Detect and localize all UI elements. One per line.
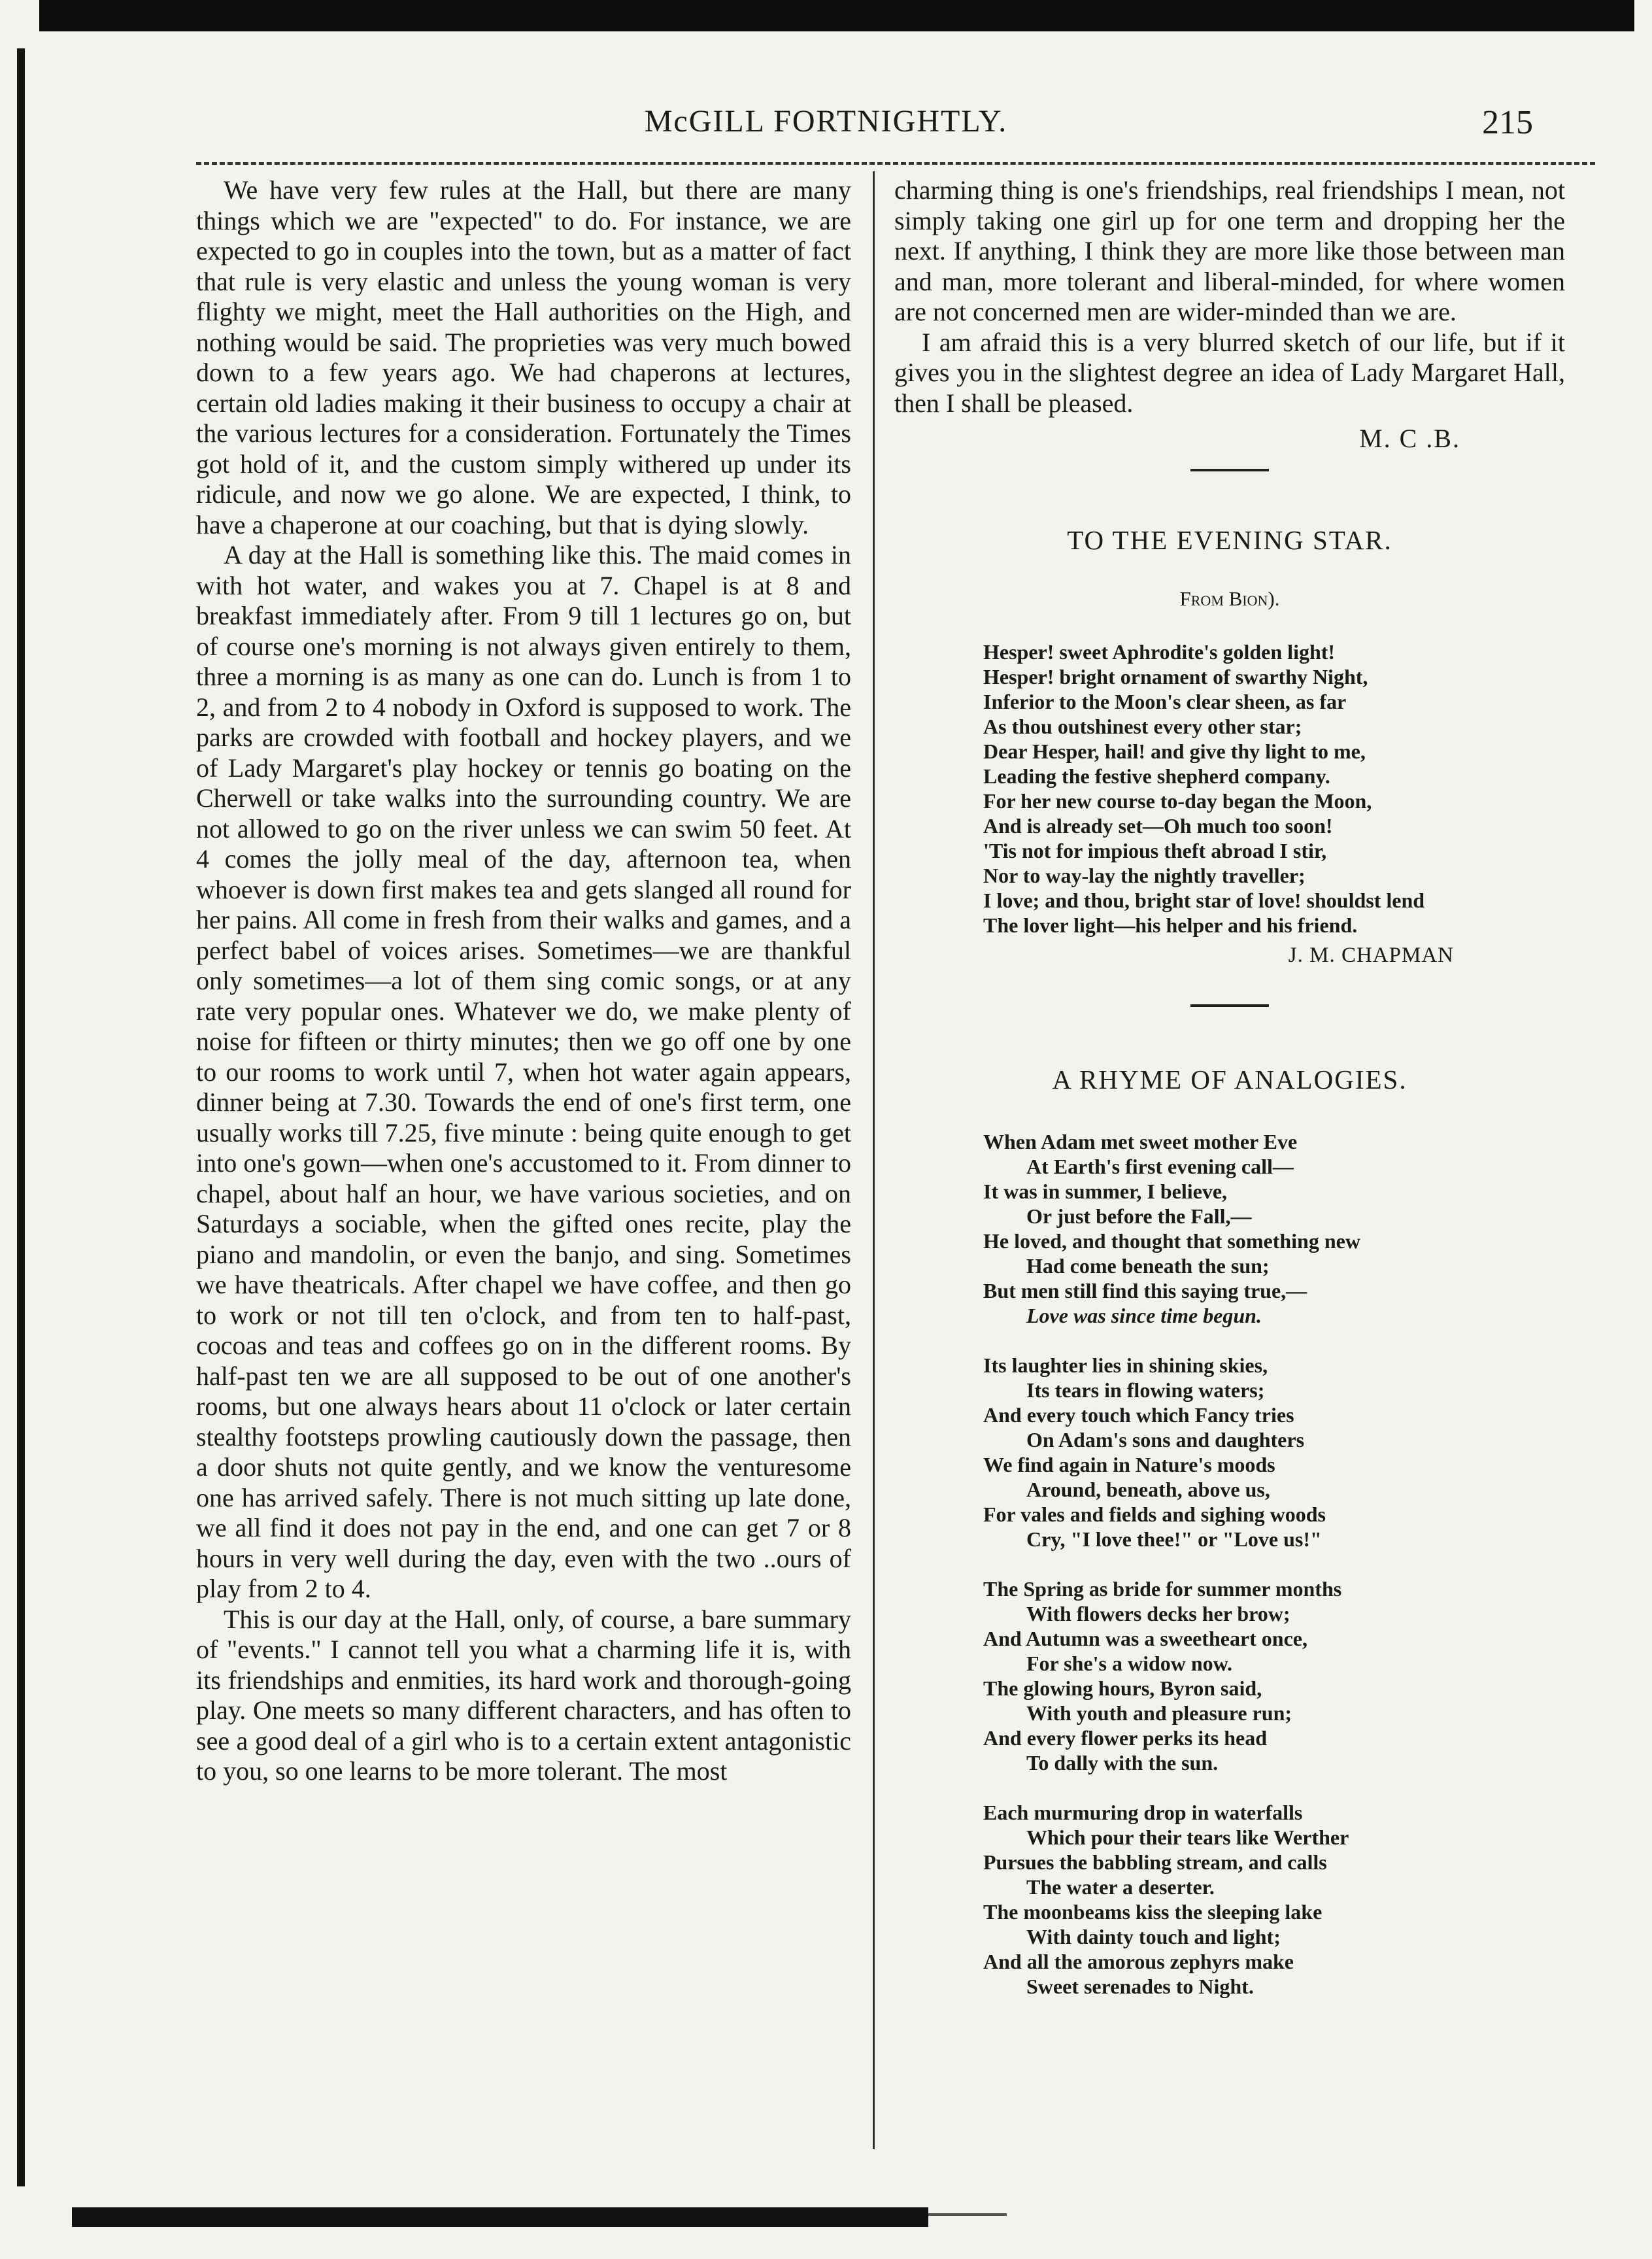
poem-line: With flowers decks her brow; — [1026, 1601, 1290, 1625]
poem-stanza — [983, 1353, 1565, 1552]
poem-line: Around, beneath, above us, — [1026, 1477, 1270, 1501]
bottom-border-tail — [928, 2213, 1007, 2216]
page-number: 215 — [1482, 104, 1533, 141]
paragraph: charming thing is one's friendships, real friendships I mean, not simply taking one girl up for one term and dropping her the next. If anything, I think they are more like those between man and man, more tolerant and liberal-minded, for where women are not concerned men are wider-minded than we are. — [894, 175, 1565, 326]
poem-line: Each murmuring drop in waterfalls — [983, 1800, 1303, 1824]
poem-line: 'Tis not for impious theft abroad I stir, — [983, 838, 1327, 862]
poem-line: Its tears in flowing waters; — [1026, 1378, 1265, 1402]
left-column — [196, 175, 851, 1787]
poem-line: As thou outshinest every other star; — [983, 714, 1302, 738]
paragraph: This is our day at the Hall, only, of course, a bare summary of "events." I cannot tell you what a charming life it is, with its friendships and enmities, its hard work and thorough-going play. One meets so many different characters, and has often to see a good deal of a girl who is to a certain extent antagonistic to you, so one learns to be more tolerant. The most — [196, 1604, 851, 1786]
poem-line: For her new course to-day began the Moon, — [983, 789, 1372, 813]
poem-line: Had come beneath the sun; — [1026, 1253, 1270, 1278]
poem-line: For vales and fields and sighing woods — [983, 1502, 1326, 1526]
poem-stanza — [983, 1576, 1565, 1775]
poem-line: Leading the festive shepherd company. — [983, 764, 1330, 788]
poem-line: On Adam's sons and daughters — [1026, 1427, 1305, 1452]
section-rule — [1190, 469, 1269, 471]
poem-line: Which pour their tears like Werther — [1026, 1825, 1349, 1849]
paragraph: I am afraid this is a very blurred sketch of our life, but if it gives you in the slightest degree an idea of Lady Margaret Hall, then I shall be pleased. — [894, 327, 1565, 418]
poem-line: Cry, "I love thee!" or "Love us!" — [1026, 1527, 1322, 1551]
poem-line: We find again in Nature's moods — [983, 1452, 1275, 1476]
poem-author: J. M. CHAPMAN — [1288, 943, 1454, 967]
article-signature: M. C .B. — [1359, 424, 1460, 453]
poem-line: It was in summer, I believe, — [983, 1179, 1228, 1203]
poem-line: Inferior to the Moon's clear sheen, as far — [983, 689, 1347, 713]
poem-line: Nor to way-lay the nightly traveller; — [983, 863, 1306, 887]
top-border-bar — [39, 0, 1634, 31]
poem-stanza — [983, 1129, 1565, 1328]
poem-line: Hesper! bright ornament of swarthy Night, — [983, 664, 1368, 688]
poem-line: But men still find this saying true,— — [983, 1278, 1307, 1302]
poem-line: The water a deserter. — [1026, 1875, 1215, 1899]
poem-line: The Spring as bride for summer months — [983, 1576, 1342, 1601]
poem-line: To dally with the sun. — [1026, 1750, 1219, 1775]
header-rule — [196, 162, 1595, 165]
poem-line: The moonbeams kiss the sleeping lake — [983, 1899, 1323, 1924]
poem-line: And every flower perks its head — [983, 1725, 1268, 1750]
poem-line: With youth and pleasure run; — [1026, 1701, 1292, 1725]
poem-line: Dear Hesper, hail! and give thy light to me, — [983, 739, 1366, 763]
poem-line: Sweet serenades to Night. — [1026, 1974, 1254, 1998]
poem-line: Its laughter lies in shining skies, — [983, 1353, 1268, 1377]
poem-line: He loved, and thought that something new — [983, 1229, 1360, 1253]
poem-line: I love; and thou, bright star of love! shouldst lend — [983, 888, 1425, 912]
bottom-border-bar — [72, 2207, 928, 2227]
poem-line: And is already set—Oh much too soon! — [983, 813, 1333, 838]
poem-line: And every touch which Fancy tries — [983, 1402, 1294, 1427]
poem-line: When Adam met sweet mother Eve — [983, 1129, 1298, 1153]
running-head — [0, 103, 1652, 149]
poem-line: With dainty touch and light; — [1026, 1924, 1281, 1948]
poem-line: The lover light—his helper and his friend. — [983, 913, 1358, 937]
poem-rhyme-of-analogies — [983, 1129, 1565, 1999]
left-border-bar — [17, 48, 25, 2186]
poem-evening-star — [983, 639, 1565, 938]
poem-subtitle: From Bion). — [1179, 587, 1280, 610]
right-column — [894, 175, 1565, 1999]
column-divider — [873, 171, 875, 2149]
poem-line: And all the amorous zephyrs make — [983, 1949, 1294, 1973]
poem-line: And Autumn was a sweetheart once, — [983, 1626, 1307, 1650]
poem-line: Love was since time begun. — [1026, 1303, 1262, 1327]
poem-line: Or just before the Fall,— — [1026, 1204, 1252, 1228]
paragraph: A day at the Hall is something like this. The maid comes in with hot water, and wakes you at 7. Chapel is at 8 and breakfast immediately after. From 9 till 1 lectures go on, but of course one's morning is not always given entirely to them, three a morning is as many as one can do. Lunch is from 1 to 2, and from 2 to 4 nobody in Oxford is supposed to work. The parks are crowded with football and hockey players, and we of Lady Margaret's play hockey or tennis go boating on the Cherwell or take walks into the surrounding country. We are not allowed to go on the river unless we can swim 50 feet. At 4 comes the jolly meal of the day, afternoon tea, when whoever is down first makes tea and gets slanged all round for her pains. All come in fresh from their walks and games, and a perfect babel of voices arises. Sometimes—we are thankful only sometimes—a lot of them sing comic songs, or at any rate very popular ones. Whatever we do, we make plenty of noise for fifteen or thirty minutes; then we go off one by one to our rooms to work until 7, when hot water again appears, dinner being at 7.30. Towards the end of one's first term, one usually works till 7.25, five minute : being quite enough to get into one's gown—when one's accustomed to it. From dinner to chapel, about half an hour, we have various societies, and on Saturdays a sociable, when the gifted ones recite, play the piano and mandolin, or even the banjo, and sing. Sometimes we have theatricals. After chapel we have coffee, and then go to work or not till ten o'clock, and from ten to half-past, cocoas and teas and coffees go on in the different rooms. By half-past ten we are all supposed to be out of one another's rooms, but one always hears about 11 o'clock or later certain stealthy footsteps prowling cautiously down the passage, then a door shuts not quite gently, and we know the venturesome one has arrived safely. There is not much sitting up late done, we all find it does not pay in the end, and one can get 7 or 8 hours in very well during the day, even with the two ..ours of play from 2 to 4. — [196, 540, 851, 1603]
poem-title: TO THE EVENING STAR. — [1067, 524, 1392, 555]
journal-title: McGILL FORTNIGHTLY. — [644, 104, 1008, 139]
poem-line: The glowing hours, Byron said, — [983, 1676, 1262, 1700]
poem-line: Pursues the babbling stream, and calls — [983, 1850, 1327, 1874]
poem-title: A RHYME OF ANALOGIES. — [1052, 1064, 1408, 1095]
poem-stanza — [983, 1800, 1565, 1999]
section-rule — [1190, 1004, 1269, 1007]
poem-line: For she's a widow now. — [1026, 1651, 1233, 1675]
poem-line: Hesper! sweet Aphrodite's golden light! — [983, 639, 1336, 664]
paragraph: We have very few rules at the Hall, but there are many things which we are "expected" to do. For instance, we are expected to go in couples into the town, but as a matter of fact that rule is very elastic and unless the young woman is very flighty we might, meet the Hall authorities on the High, and nothing would be said. The proprieties was very much bowed down to a few years ago. We had chaperons at lectures, certain old ladies making it their business to occupy a chair at the various lectures for a consideration. Fortunately the Times got hold of it, and the custom simply withered up under its ridicule, and now we go alone. We are expected, I think, to have a chaperone at our coaching, but that is dying slowly. — [196, 175, 851, 539]
poem-line: At Earth's first evening call— — [1026, 1154, 1294, 1178]
